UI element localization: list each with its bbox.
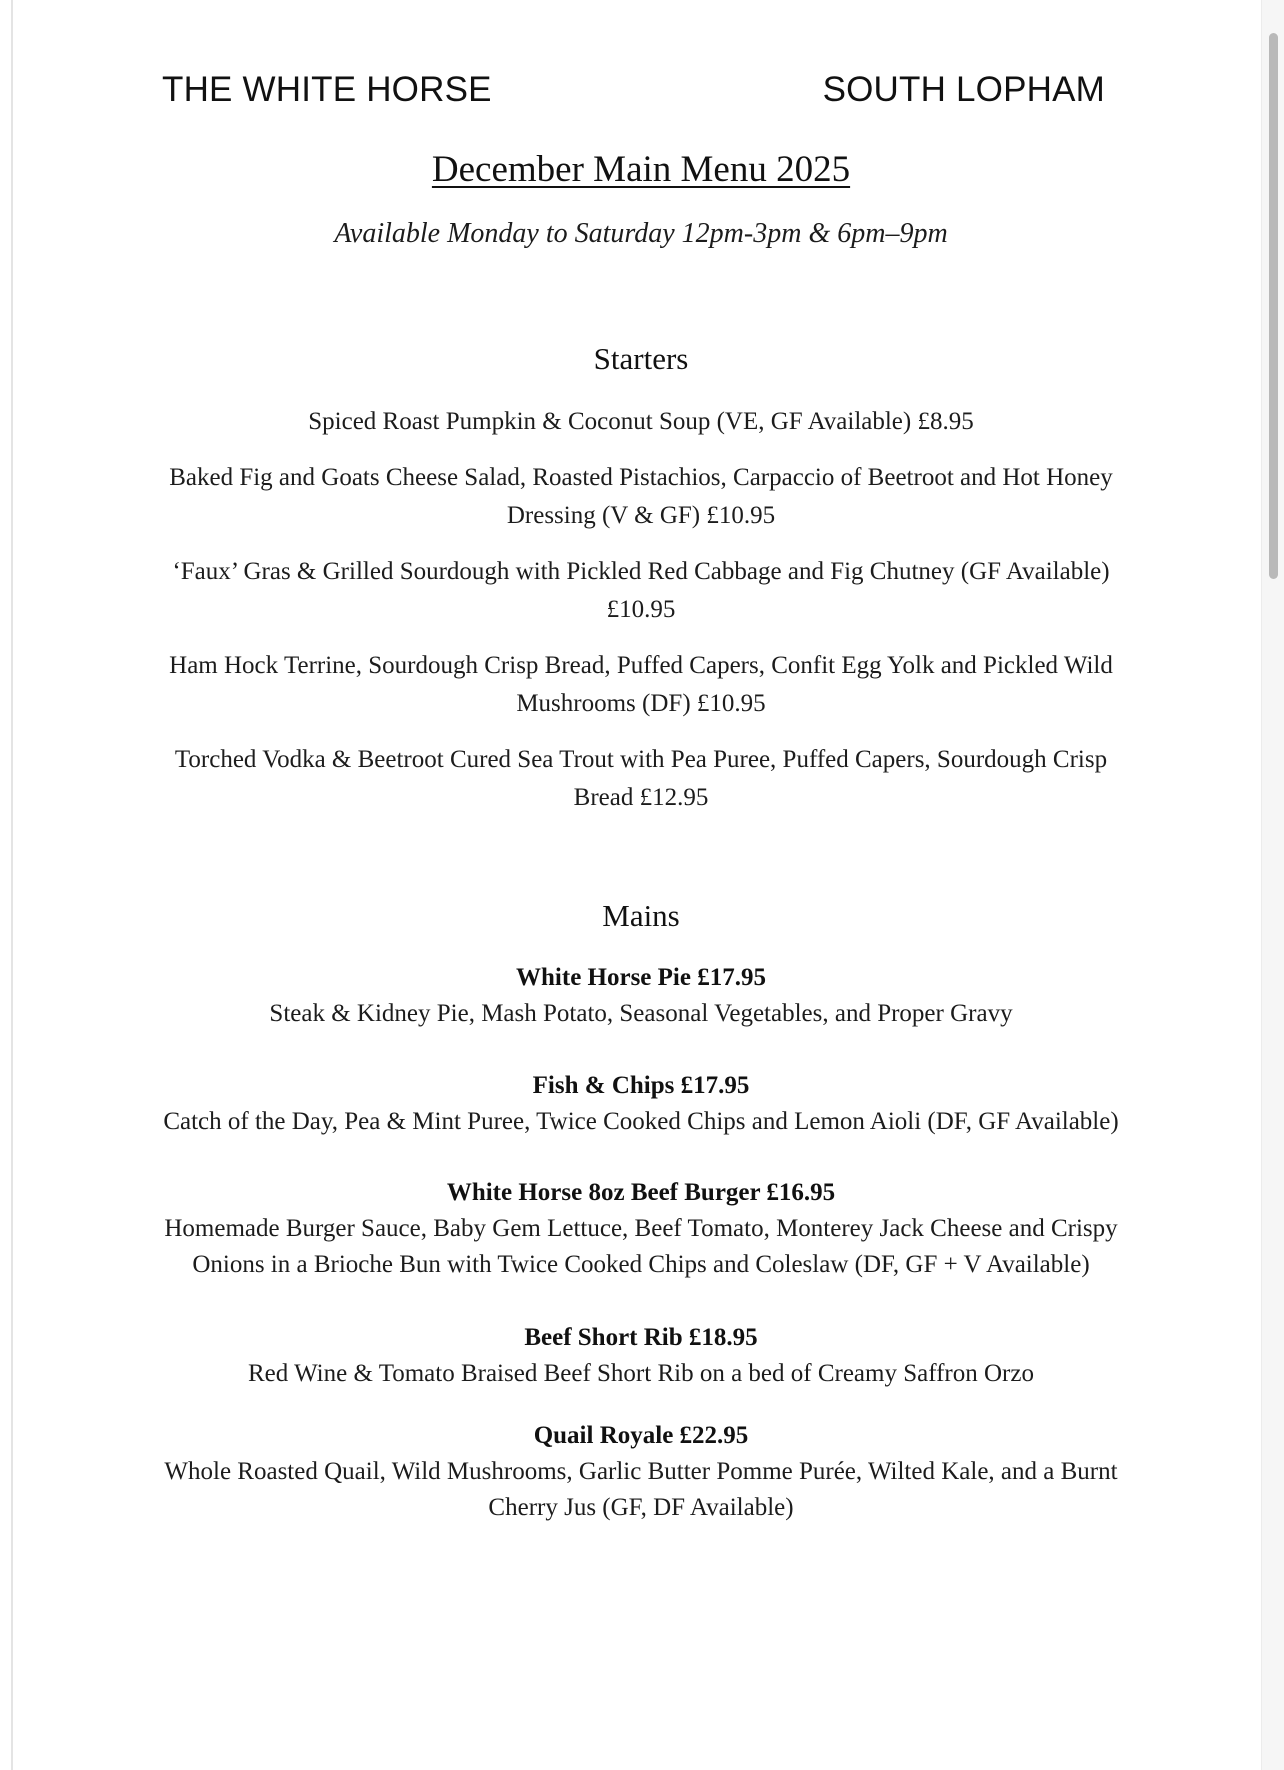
starter-item: Ham Hock Terrine, Sourdough Crisp Bread, Puffed Capers, Confit Egg Yolk and Pickled Wild Mushrooms (DF) £10.95 [169,652,1113,717]
main-dish [150,1320,1132,1392]
starter-item: Spiced Roast Pumpkin & Coconut Soup (VE, GF Available) £8.95 [308,408,974,435]
dish-name: Fish & Chips £17.95 [532,1072,750,1099]
availability-subtitle: Available Monday to Saturday 12pm-3pm & 6pm–9pm [334,218,948,249]
starter-item: ‘Faux’ Gras & Grilled Sourdough with Pickled Red Cabbage and Fig Chutney (GF Available) £10.95 [172,558,1110,623]
main-dish [150,1175,1132,1283]
dish-name: White Horse 8oz Beef Burger £16.95 [446,1179,836,1206]
pub-location: SOUTH LOPHAM [822,70,1105,109]
dish-description: Steak & Kidney Pie, Mash Potato, Seasonal Vegetables, and Proper Gravy [269,1000,1013,1027]
dish-description: Catch of the Day, Pea & Mint Puree, Twice Cooked Chips and Lemon Aioli (DF, GF Available) [163,1108,1119,1135]
main-dish [150,1418,1132,1526]
menu-title: December Main Menu 2025 [431,149,851,190]
main-dish [150,1068,1132,1140]
dish-name: Beef Short Rib £18.95 [524,1324,758,1351]
scrollbar[interactable] [1261,0,1284,1770]
dish-name: White Horse Pie £17.95 [516,964,766,991]
dish-description: Whole Roasted Quail, Wild Mushrooms, Garlic Butter Pomme Purée, Wilted Kale, and a Burnt Cherry Jus (GF, DF Available) [164,1458,1118,1521]
dish-description: Red Wine & Tomato Braised Beef Short Rib on a bed of Creamy Saffron Orzo [248,1360,1034,1387]
starter-item: Torched Vodka & Beetroot Cured Sea Trout with Pea Puree, Puffed Capers, Sourdough Crisp Bread £12.95 [174,746,1108,811]
main-dish [150,960,1132,1032]
page-edge-divider [11,0,13,1770]
dish-name: Quail Royale £22.95 [533,1422,749,1449]
starters-heading: Starters [593,341,689,376]
starters-list [150,403,1132,835]
mains-list [150,960,1132,1526]
mains-heading: Mains [602,898,680,933]
dish-description: Homemade Burger Sauce, Baby Gem Lettuce, Beef Tomato, Monterey Jack Cheese and Crispy Onions in a Brioche Bun with Twice Cooked Chips and Coleslaw (DF, GF + V Available) [164,1215,1118,1278]
pub-name: THE WHITE HORSE [162,70,492,109]
scrollbar-thumb[interactable] [1269,33,1278,579]
starter-item: Baked Fig and Goats Cheese Salad, Roasted Pistachios, Carpaccio of Beetroot and Hot Honey Dressing (V & GF) £10.95 [169,464,1113,529]
